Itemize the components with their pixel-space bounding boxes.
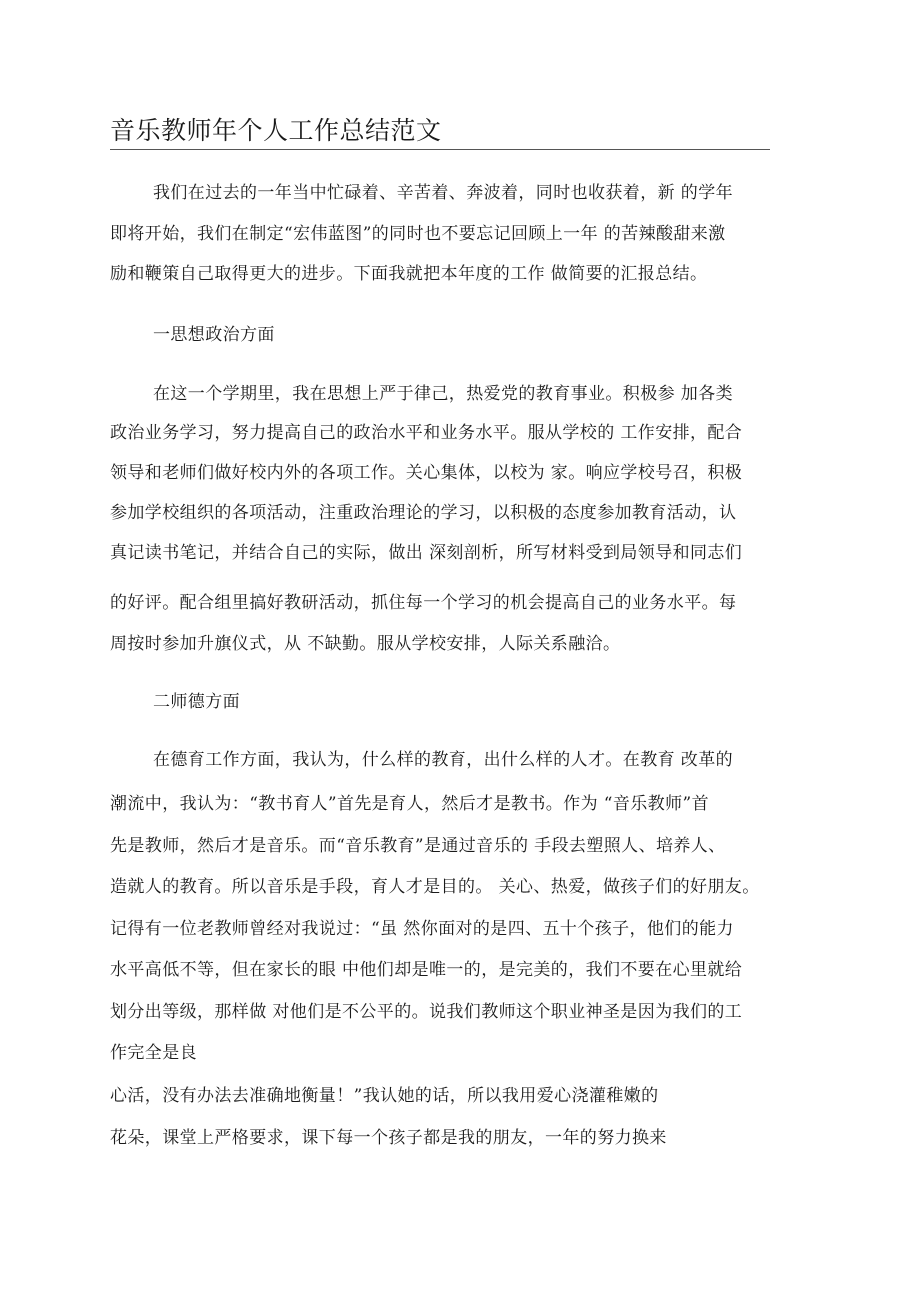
section1-line-6: 的好评。配合组里搞好教研活动，抓住每一个学习的机会提高自己的业务水平。每 <box>110 593 737 613</box>
section2-line-3: 先是教师，然后才是音乐。而“音乐教育”是通过音乐的 手段去塑照人、培养人、 <box>110 836 726 856</box>
section2-line-1: 在德育工作方面，我认为，什么样的教育，出什么样的人才。在教育 改革的 <box>153 750 734 770</box>
section2-line-8: 作完全是良 <box>110 1043 197 1063</box>
section1-line-5: 真记读书笔记，并结合自己的实际，做出 深刻剖析，所写材料受到局领导和同志们 <box>110 543 743 563</box>
document-title: 音乐教师年个人工作总结范文 <box>110 116 442 145</box>
section1-line-2: 政治业务学习，努力提高自己的政治水平和业务水平。服从学校的 工作安排，配合 <box>110 423 743 443</box>
section2-line-10: 花朵，课堂上严格要求，课下每一个孩子都是我的朋友，一年的努力换来 <box>110 1128 667 1148</box>
section1-line-4: 参加学校组织的各项活动，注重政治理论的学习，以积极的态度参加教育活动，认 <box>110 503 737 523</box>
section2-line-7: 划分出等级，那样做 对他们是不公平的。说我们教师这个职业神圣是因为我们的工 <box>110 1002 743 1022</box>
section2-line-4: 造就人的教育。所以音乐是手段，育人才是目的。 关心、热爱，做孩子们的好朋友。 <box>110 877 760 897</box>
section1-heading: 一思想政治方面 <box>153 325 275 345</box>
section1-line-1: 在这一个学期里，我在思想上严于律己，热爱党的教育事业。积极参 加各类 <box>153 384 734 404</box>
title-underline <box>110 149 770 150</box>
section2-line-5: 记得有一位老教师曾经对我说过：“虽 然你面对的是四、五十个孩子，他们的能力 <box>110 919 734 939</box>
intro-line-1: 我们在过去的一年当中忙碌着、辛苦着、奔波着，同时也收获着，新 的学年 <box>153 183 734 203</box>
section1-line-3: 领导和老师们做好校内外的各项工作。关心集体，以校为 家。响应学校号召，积极 <box>110 463 743 483</box>
section1-line-7: 周按时参加升旗仪式，从 不缺勤。服从学校安排，人际关系融洽。 <box>110 634 621 654</box>
intro-line-2: 即将开始，我们在制定“宏伟蓝图”的同时也不要忘记回顾上一年 的苦辣酸甜来激 <box>110 224 726 244</box>
section2-line-6: 水平高低不等，但在家长的眼 中他们却是唯一的，是完美的，我们不要在心里就给 <box>110 960 743 980</box>
section2-heading: 二师德方面 <box>153 692 240 712</box>
section2-line-9: 心活，没有办法去准确地衡量！”我认她的话，所以我用爱心浇灌稚嫩的 <box>110 1086 659 1106</box>
intro-line-3: 励和鞭策自己取得更大的进步。下面我就把本年度的工作 做简要的汇报总结。 <box>110 264 708 284</box>
section2-line-2: 潮流中，我认为：“教书育人”首先是育人，然后才是教书。作为 “音乐教师”首 <box>110 794 709 814</box>
